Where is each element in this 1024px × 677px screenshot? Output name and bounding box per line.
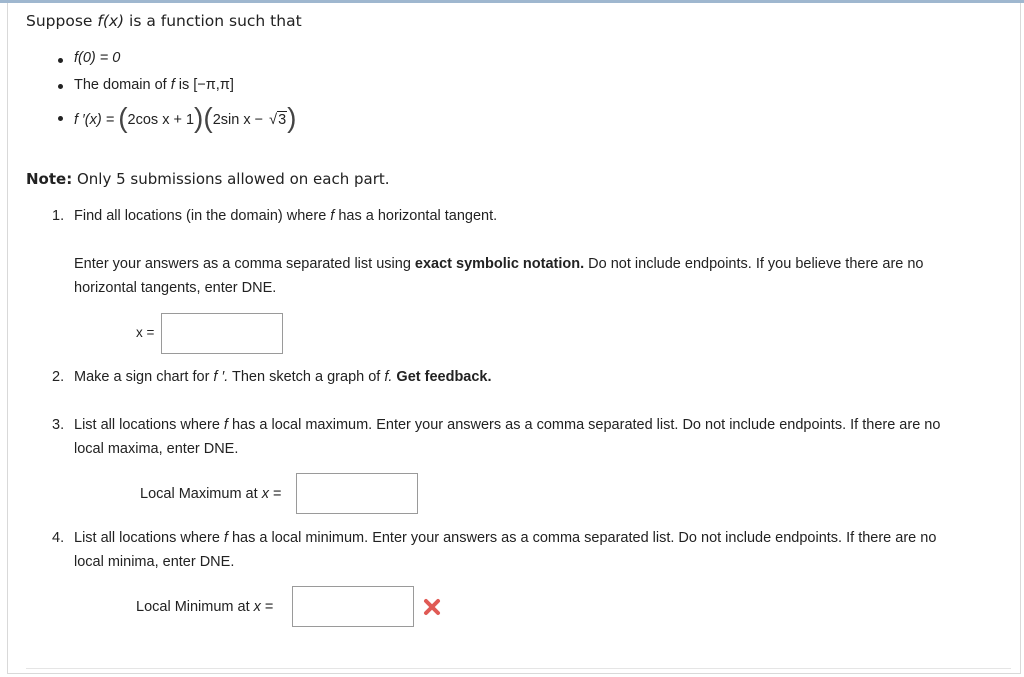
q1-instr-bold: exact symbolic notation.: [414, 256, 585, 272]
q1-text-b: has a horizontal tangent.: [334, 208, 498, 224]
q4-number: 4.: [52, 530, 65, 546]
get-feedback-link[interactable]: Get feedback.: [392, 369, 492, 385]
condition-2-suffix: is [−π,π]: [174, 77, 234, 93]
q3-text-b: has a local maximum. Enter your answers as a comma separated list. Do not include endpoints. If there are no: [227, 417, 941, 433]
q2-number: 2.: [52, 369, 65, 385]
q3-f: f: [223, 417, 228, 433]
derivative-term-2: 2sin x −: [212, 112, 268, 128]
q1-text-a: Find all locations (in the domain) where: [74, 208, 331, 224]
q2-text-b: Then sketch a graph of: [228, 369, 385, 385]
q4-label-eq: =: [260, 599, 274, 615]
q1-instructions-line1: [74, 256, 924, 272]
paren-open-2: (: [203, 102, 213, 133]
derivative-term-1: 2cos x + 1: [127, 112, 195, 128]
paren-close-1: ): [194, 102, 204, 133]
q3-question-line1: [74, 417, 940, 433]
intro-suffix: is a function such that: [124, 12, 302, 30]
q3-label-text: Local Maximum at: [140, 486, 262, 502]
q3-number: 3.: [52, 417, 65, 433]
horizontal-tangent-input[interactable]: [161, 313, 283, 354]
q1-input-label: x =: [136, 325, 155, 340]
q4-f: f: [223, 530, 228, 546]
sqrt-three: [267, 112, 287, 128]
paren-close-2: ): [287, 102, 297, 133]
q2-question: [74, 369, 492, 385]
bullet-dot-2: [58, 84, 63, 89]
q4-label-text: Local Minimum at: [136, 599, 254, 615]
q4-question-line1: [74, 530, 936, 546]
q3-input-label: [140, 486, 281, 502]
note-label: Note:: [26, 170, 73, 188]
submission-note: [26, 170, 390, 188]
q1-number: 1.: [52, 208, 65, 224]
q2-text-a: Make a sign chart for: [74, 369, 214, 385]
condition-1: [74, 50, 120, 66]
q3-text-a: List all locations where: [74, 417, 224, 433]
condition-2: [74, 77, 234, 93]
q1-instructions-line2: horizontal tangents, enter DNE.: [74, 280, 277, 296]
paren-open-1: (: [118, 102, 128, 133]
q4-label-var: x: [253, 599, 261, 615]
derivative-lhs: f ′(x) =: [74, 112, 119, 128]
q3-question-line2: local maxima, enter DNE.: [74, 441, 239, 457]
q2-f: f.: [384, 369, 393, 385]
q1-instr-a: Enter your answers as a comma separated list using: [74, 256, 415, 272]
condition-2-prefix: The domain of: [74, 77, 171, 93]
condition-1-text: f(0) = 0: [74, 50, 121, 66]
intro-fx: f(x): [97, 12, 125, 30]
condition-2-f: f: [170, 77, 175, 93]
incorrect-x-icon: [423, 598, 441, 616]
q4-text-b: has a local minimum. Enter your answers as a comma separated list. Do not include endpoints. If there are no: [227, 530, 937, 546]
q3-label-eq: =: [268, 486, 282, 502]
q4-input-label: [136, 599, 273, 615]
intro-prefix: Suppose: [26, 12, 98, 30]
bottom-divider: [26, 668, 1011, 669]
bullet-dot-1: [58, 58, 63, 63]
condition-3-derivative: [74, 102, 297, 133]
note-text: Only 5 submissions allowed on each part.: [72, 170, 390, 188]
content-frame: [7, 3, 1021, 674]
radical-sign: √: [269, 112, 278, 128]
q1-instr-b: Do not include endpoints. If you believe there are no: [584, 256, 924, 272]
q3-label-var: x: [261, 486, 269, 502]
q4-text-a: List all locations where: [74, 530, 224, 546]
q2-fprime: f ′.: [213, 369, 229, 385]
local-maximum-input[interactable]: [296, 473, 418, 514]
problem-intro: [26, 12, 302, 30]
bullet-dot-3: [58, 116, 63, 121]
q1-question: [74, 208, 497, 224]
local-minimum-input[interactable]: [292, 586, 414, 627]
q4-question-line2: local minima, enter DNE.: [74, 554, 235, 570]
radicand: 3: [278, 112, 287, 128]
q1-f: f: [330, 208, 335, 224]
